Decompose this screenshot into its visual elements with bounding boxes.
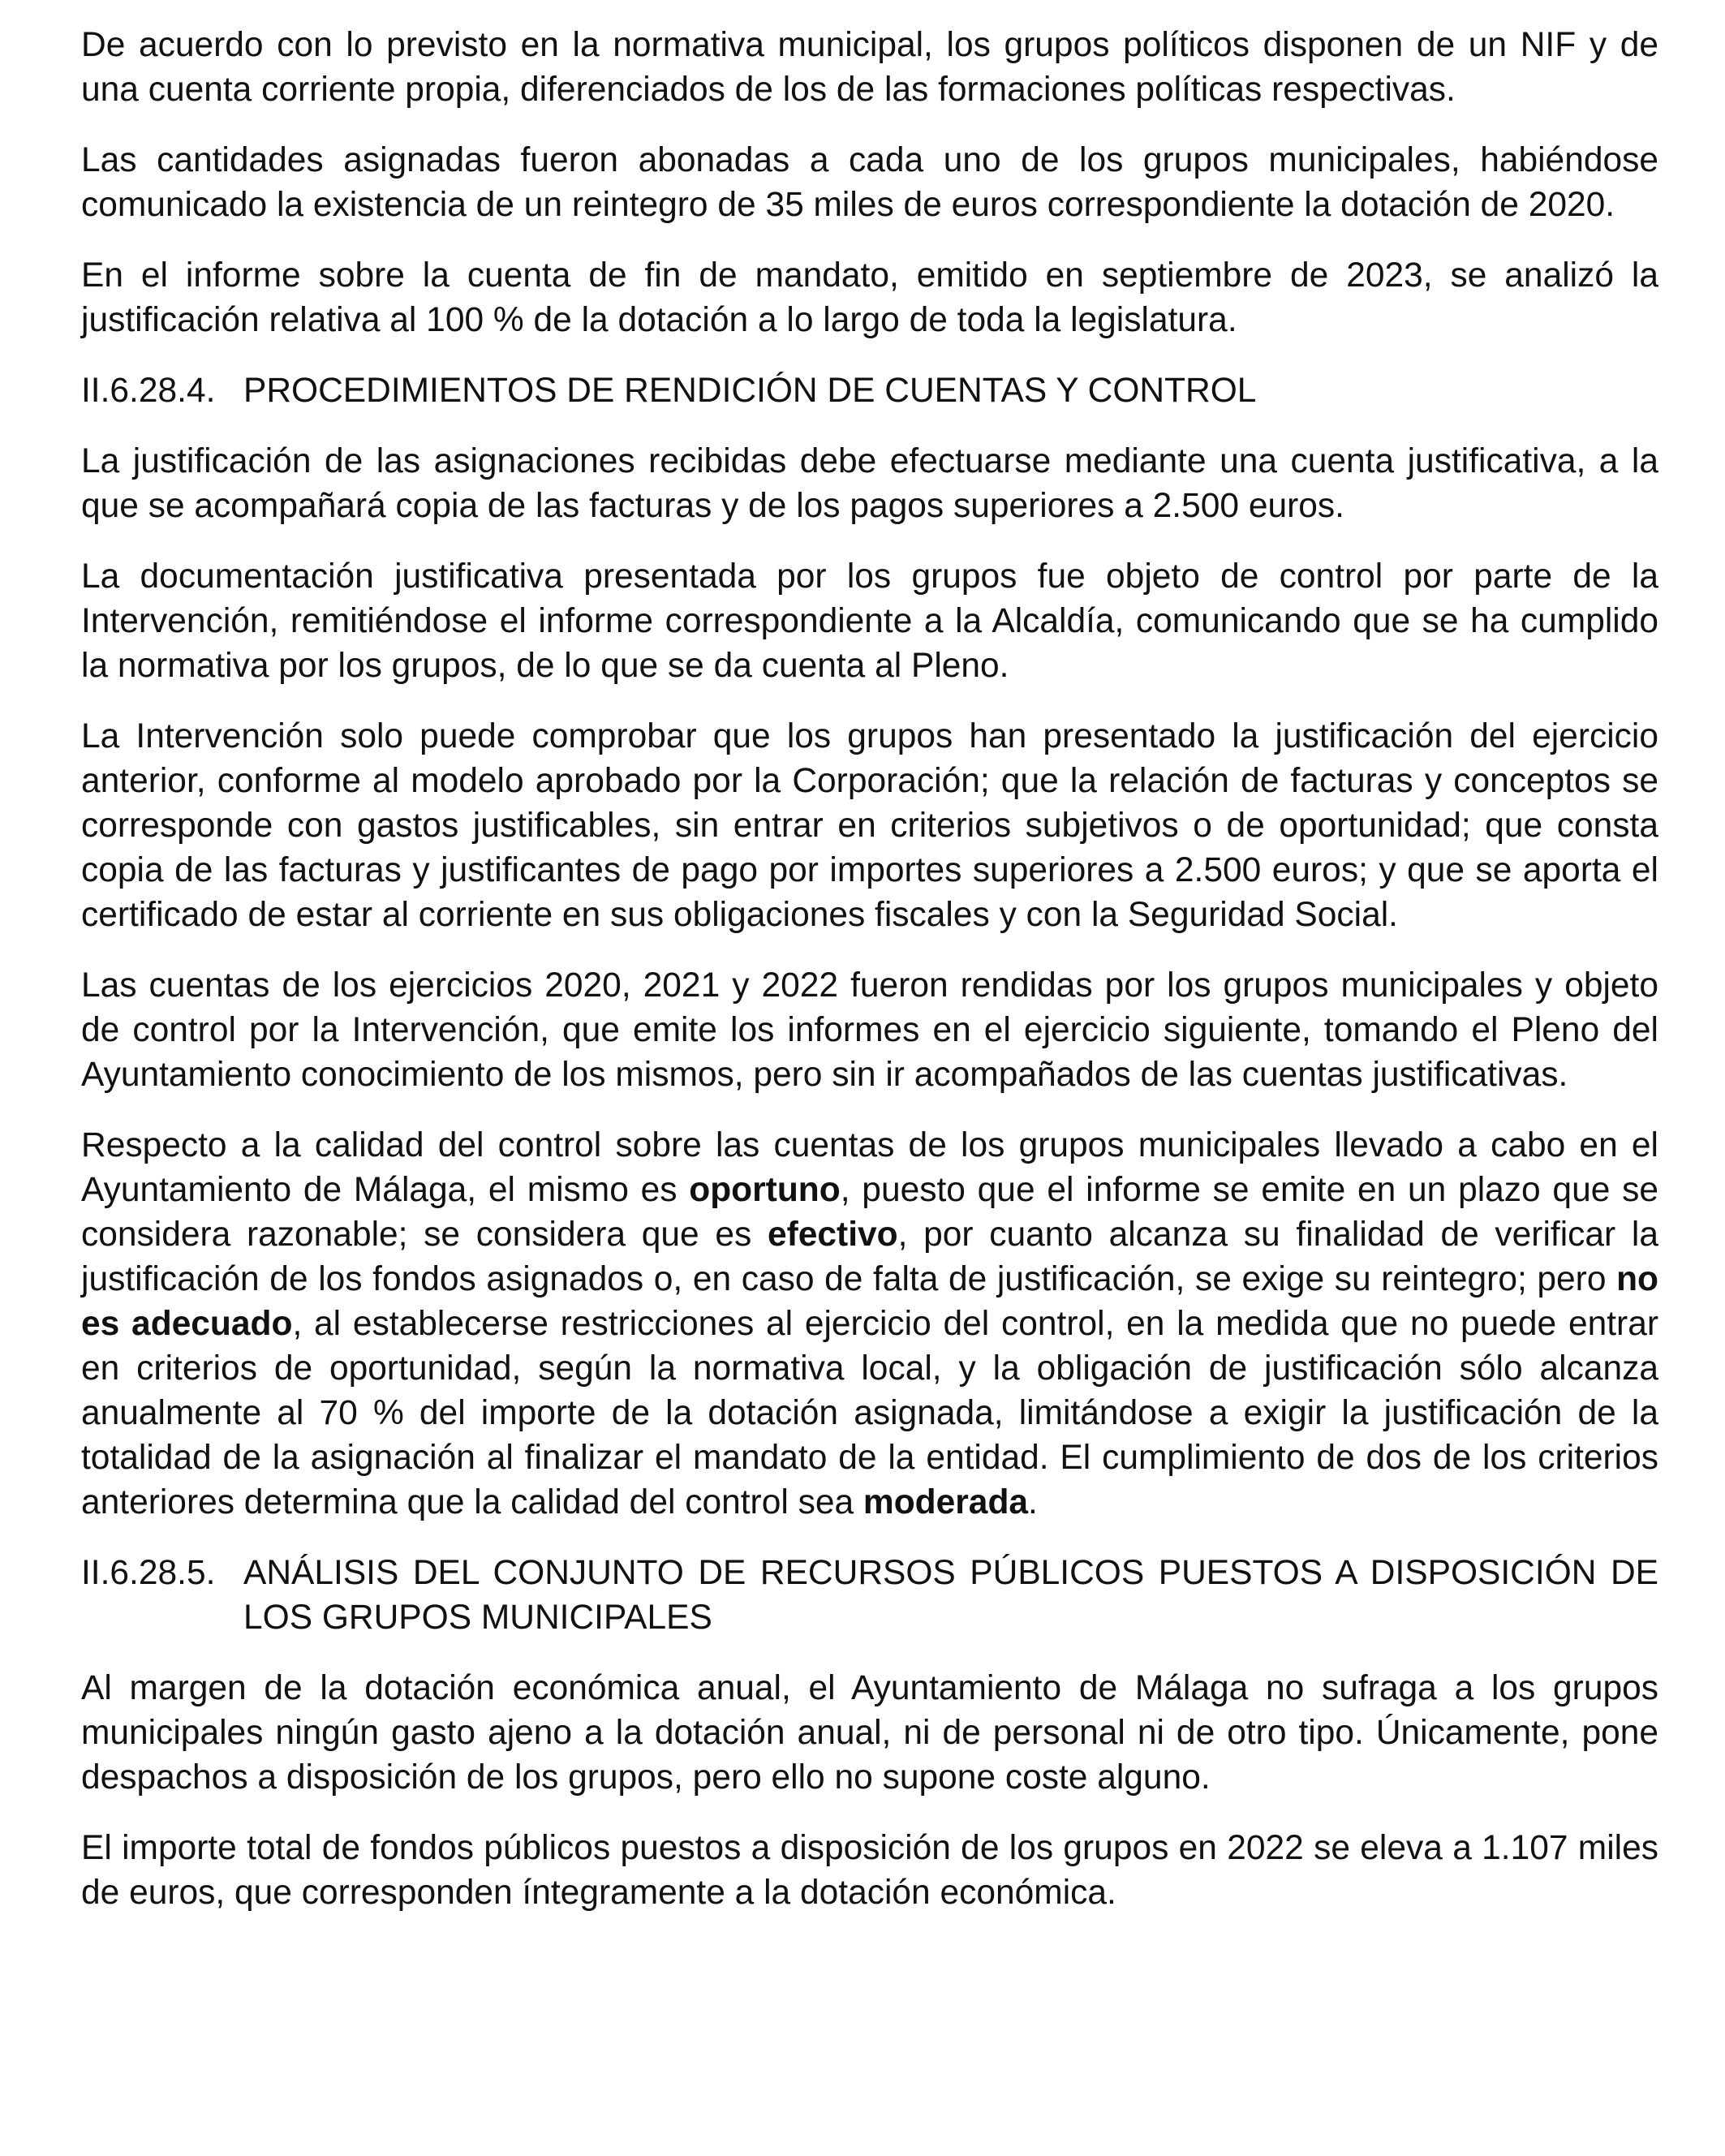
bold-term-no-adecuado: no es adecuado (81, 1260, 1658, 1343)
section-heading-recursos (81, 1551, 1658, 1640)
paragraph-importe-total: El importe total de fondos públicos puestos a disposición de los grupos en 2022 se eleva a 1.107 miles de euros, que corresponden íntegramente a la dotación económica. (81, 1829, 1658, 1912)
text-run: , al establecerse restricciones al ejercicio del control, en la medida que no puede entrar en criterios de oportunidad, según la normativa local, y la obligación de justificación sólo alcanza anualmente al 70 % del importe de la dotación asignada, limitándose a exigir la justificación de la totalidad de la asignación al finalizar el mandato de la entidad. El cumplimiento de dos de los criterios anteriores determina que la calidad del control sea (81, 1305, 1658, 1521)
section-title: ANÁLISIS DEL CONJUNTO DE RECURSOS PÚBLICOS PUESTOS A DISPOSICIÓN DE LOS GRUPOS MUNICIPALES (243, 1554, 1658, 1637)
bold-term-efectivo: efectivo (768, 1216, 898, 1254)
text-run: , por cuanto alcanza su finalidad de verificar la justificación de los fondos asignados o, en caso de falta de justificación, se exige su reintegro; pero (81, 1216, 1658, 1298)
section-heading-rendicion (81, 368, 1658, 413)
paragraph-informe-fin-mandato: En el informe sobre la cuenta de fin de mandato, emitido en septiembre de 2023, se analizó la justificación relativa al 100 % de la dotación a lo largo de toda la legislatura. (81, 256, 1658, 339)
paragraph-cuentas-ejercicios: Las cuentas de los ejercicios 2020, 2021 y 2022 fueron rendidas por los grupos municipales y objeto de control por la Intervención, que emite los informes en el ejercicio siguiente, tomando el Pleno del Ayuntamiento conocimiento de los mismos, pero sin ir acompañados de las cuentas justificativas. (81, 966, 1658, 1094)
document-page (81, 23, 1658, 1941)
text-run: Respecto a la calidad del control sobre las cuentas de los grupos municipales llevado a cabo en el Ayuntamiento de Málaga, el mismo es (81, 1126, 1658, 1209)
paragraph-reintegro: Las cantidades asignadas fueron abonadas a cada uno de los grupos municipales, habiéndose comunicado la existencia de un reintegro de 35 miles de euros correspondiente la dotación de 2020. (81, 141, 1658, 224)
bold-term-oportuno: oportuno (689, 1171, 841, 1209)
paragraph-calidad-control (81, 1123, 1658, 1525)
paragraph-cuenta-justificativa: La justificación de las asignaciones recibidas debe efectuarse mediante una cuenta justificativa, a la que se acompañará copia de las facturas y de los pagos superiores a 2.500 euros. (81, 442, 1658, 525)
section-title: PROCEDIMIENTOS DE RENDICIÓN DE CUENTAS Y CONTROL (243, 372, 1257, 410)
bold-term-moderada: moderada (862, 1483, 1029, 1521)
section-number: II.6.28.4. (81, 372, 216, 410)
paragraph-dotacion-anual: Al margen de la dotación económica anual, el Ayuntamiento de Málaga no sufraga a los grupos municipales ningún gasto ajeno a la dotación anual, ni de personal ni de otro tipo. Únicamente, pone despachos a disposición de los grupos, pero ello no supone coste alguno. (81, 1669, 1658, 1797)
text-run: , puesto que el informe se emite en un plazo que se considera razonable; se considera que es (81, 1171, 1658, 1254)
paragraph-intervencion: La Intervención solo puede comprobar que los grupos han presentado la justificación del ejercicio anterior, conforme al modelo aprobado por la Corporación; que la relación de facturas y conceptos se corresponde con gastos justificables, sin entrar en criterios subjetivos o de oportunidad; que consta copia de las facturas y justificantes de pago por importes superiores a 2.500 euros; y que se aporta el certificado de estar al corriente en sus obligaciones fiscales y con la Seguridad Social. (81, 717, 1658, 934)
paragraph-nif-cuenta: De acuerdo con lo previsto en la normativa municipal, los grupos políticos disponen de un NIF y de una cuenta corriente propia, diferenciados de los de las formaciones políticas respectivas. (81, 26, 1658, 109)
section-number: II.6.28.5. (81, 1554, 216, 1592)
text-run: . (1028, 1483, 1038, 1521)
paragraph-documentacion: La documentación justificativa presentada por los grupos fue objeto de control por parte de la Intervención, remitiéndose el informe correspondiente a la Alcaldía, comunicando que se ha cumplido la normativa por los grupos, de lo que se da cuenta al Pleno. (81, 557, 1658, 685)
